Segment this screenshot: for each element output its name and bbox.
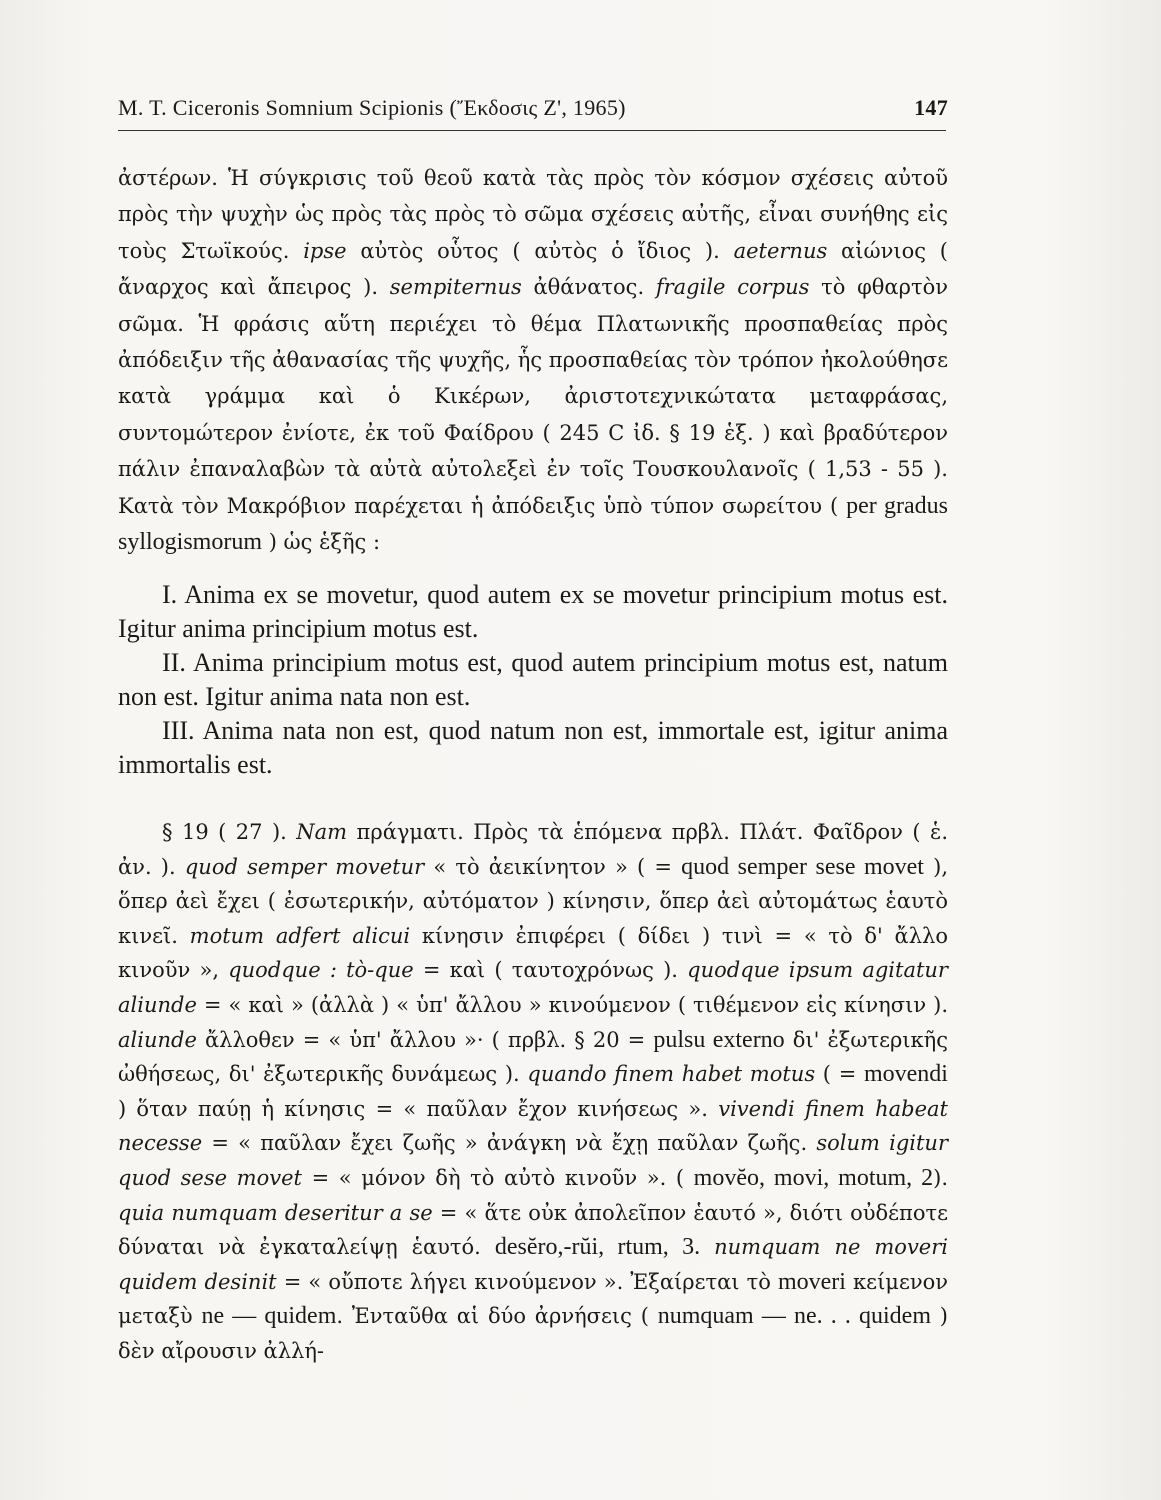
syllogism-step-1 xyxy=(118,578,948,646)
text-run: ( = xyxy=(815,1062,864,1087)
text-run: αὐτὸς οὗτος ( αὐτὸς ὁ ἴδιος ). xyxy=(346,238,734,263)
page-number: 147 xyxy=(914,95,948,120)
commentary-paragraph-2 xyxy=(118,815,948,1369)
latin-phrase: movendi xyxy=(863,1061,948,1088)
running-header xyxy=(118,95,948,125)
latin-lemma: fragile corpus xyxy=(655,275,810,300)
text-run: αἰώνιος ( ἄναρχος καὶ ἄπειρος ). xyxy=(118,238,948,300)
text-run: = « ἅτε οὐκ ἀπολεῖπον ἑαυτό », διότι οὐδέποτε δύναται νὰ ἐγκαταλείψῃ ἑαυτό. xyxy=(118,1200,948,1260)
latin-lemma: vivendi finem habeat necesse xyxy=(118,1096,948,1156)
latin-lemma: quando finem habet motus xyxy=(527,1062,816,1087)
latin-lemma: aeternus xyxy=(733,238,828,263)
commentary-paragraph-1 xyxy=(118,160,948,560)
latin-lemma: aliunde xyxy=(118,1027,197,1052)
step-numeral: I. xyxy=(162,580,178,609)
header-rule xyxy=(118,130,946,131)
text-run: « τὸ ἀεικίνητον » ( = xyxy=(424,854,682,879)
text-run: ) ὡς ἑξῆς : xyxy=(262,530,381,555)
text-run: ) δὲν αἴρουσιν ἀλλή- xyxy=(118,1304,948,1363)
latin-lemma: motum adfert alicui xyxy=(189,923,411,948)
latin-lemma: sempiternus xyxy=(389,275,522,300)
text-run: § 19 ( 27 ). xyxy=(162,820,297,844)
text-run: = καὶ ( ταυτοχρόνως ). xyxy=(413,958,688,983)
latin-phrase: movĕo, movi, motum, 2 xyxy=(693,1164,934,1191)
text-run: ἀθάνατος. xyxy=(521,275,656,300)
text-run: ). xyxy=(933,1165,948,1190)
text-run: ) ὅταν παύῃ ἡ κίνησις = « παῦλαν ἔχον κινήσεως ». xyxy=(118,1096,719,1121)
text-run: ἀστέρων. Ἡ σύγκρισις τοῦ θεοῦ κατὰ τὰς πρὸς τὸν κόσμον σχέσεις αὐτοῦ πρὸς τὴν ψυχὴν ὡς πρὸς τὰς πρὸς τὸ σῶμα σχέσεις αὐτῆς, εἶναι συνήθης εἰς τοὺς Στωϊκούς. xyxy=(118,166,948,263)
text-run: = « οὔποτε λήγει κινούμενον ». Ἐξαίρεται τὸ xyxy=(276,1269,778,1294)
text-run: δι' ἐξωτερικῆς ὠθήσεως, δι' ἐξωτερικῆς δυνάμεως ). xyxy=(118,1027,948,1087)
step-text: Anima nata non est, quod natum non est, immortale est, igitur anima immortalis est. xyxy=(118,716,948,779)
latin-phrase: desĕro,-rŭi, rtum, 3. xyxy=(494,1234,701,1261)
latin-lemma: Nam xyxy=(296,820,348,844)
step-text: Anima ex se movetur, quod autem ex se movetur principium motus est. Igitur anima principium motus est. xyxy=(118,580,948,643)
latin-phrase: numquam — ne. . . quidem xyxy=(657,1303,931,1330)
latin-lemma: numquam ne moveri quidem desinit xyxy=(118,1235,948,1294)
latin-lemma: quod semper movetur xyxy=(184,854,425,879)
text-run: τὸ φθαρτὸν σῶμα. Ἡ φράσις αὕτη περιέχει τὸ θέμα Πλατωνικῆς προσπαθείας πρὸς ἀπόδειξιν τῆς ἀθανασίας τῆς ψυχῆς, ἧς προσπαθείας τὸν τρόπον ἠκολούθησε κατὰ γράμμα καὶ ὁ Κικέρων, ἀριστοτεχνικώτατα μεταφράσας, συντομώτερον ἐνίοτε, ἐκ τοῦ Φαίδρου ( 245 C ἰδ. § 19 ἑξ. ) καὶ βραδύτερον πάλιν ἐπαναλαβὼν τὰ αὐτὰ αὐτολεξεὶ ἐν τοῖς Τουσκουλανοῖς ( 1,53 - 55 ). Κατὰ τὸν Μακρόβιον παρέχεται ἡ ἀπόδειξις ὑπὸ τύπον σωρείτου ( xyxy=(118,275,948,518)
text-run: = « καὶ » (ἀλλὰ ) « ὑπ' ἄλλου » κινούμενον ( τιθέμενον εἰς κίνησιν ). xyxy=(196,992,948,1017)
text-run: κείμενον μεταξὺ xyxy=(118,1269,949,1329)
syllogism-step-2 xyxy=(118,646,948,714)
text-run xyxy=(700,1235,714,1259)
text-run: κίνησιν ἐπιφέρει ( δίδει ) τινὶ = « τὸ δ' ἄλλο κινοῦν », xyxy=(118,923,948,983)
step-numeral: III. xyxy=(162,716,195,745)
latin-phrase: pulsu externo xyxy=(653,1026,785,1053)
latin-lemma: solum igitur quod sese movet xyxy=(118,1131,948,1190)
running-title: M. T. Ciceronis Somnium Scipionis (Ἔκδοσις Ζ', 1965) xyxy=(118,95,626,120)
text-run: = « παῦλαν ἔχει ζωῆς » ἀνάγκη νὰ ἔχῃ παῦλαν ζωῆς. xyxy=(202,1131,817,1156)
step-text: Anima principium motus est, quod autem principium motus est, natum non est. Igitur anima nata non est. xyxy=(118,648,949,711)
latin-lemma: quodque : tò-que xyxy=(228,958,414,983)
latin-lemma: quia numquam deseritur a se xyxy=(118,1200,433,1225)
text-run: πράγματι. Πρὸς τὰ ἑπόμενα πρβλ. Πλάτ. Φαῖδρον ( ἑ. ἀν. ). xyxy=(118,820,948,879)
text-run: = « μόνον δὴ τὸ αὐτὸ κινοῦν ». ( xyxy=(301,1165,694,1190)
text-run: ἄλλοθεν = « ὑπ' ἄλλου »· ( πρβλ. § 20 = xyxy=(196,1027,654,1052)
latin-phrase: ne — quidem xyxy=(201,1303,337,1330)
latin-phrase: per gradus syllogismorum xyxy=(118,492,948,556)
text-run: . Ἐνταῦθα αἱ δύο ἀρνήσεις ( xyxy=(336,1304,658,1329)
latin-phrase: quod semper sese movet xyxy=(681,853,924,880)
step-numeral: II. xyxy=(162,648,186,677)
text-run: ), ὅπερ ἀεὶ ἔχει ( ἐσωτερικήν, αὐτόματον ) κίνησιν, ὅπερ ἀεὶ αὐτομάτως ἑαυτὸ κινεῖ. xyxy=(118,854,949,948)
latin-lemma: ipse xyxy=(303,238,347,263)
latin-phrase: moveri xyxy=(777,1268,846,1295)
latin-lemma: quodque ipsum agitatur aliunde xyxy=(118,958,948,1017)
syllogism-step-3 xyxy=(118,714,948,782)
